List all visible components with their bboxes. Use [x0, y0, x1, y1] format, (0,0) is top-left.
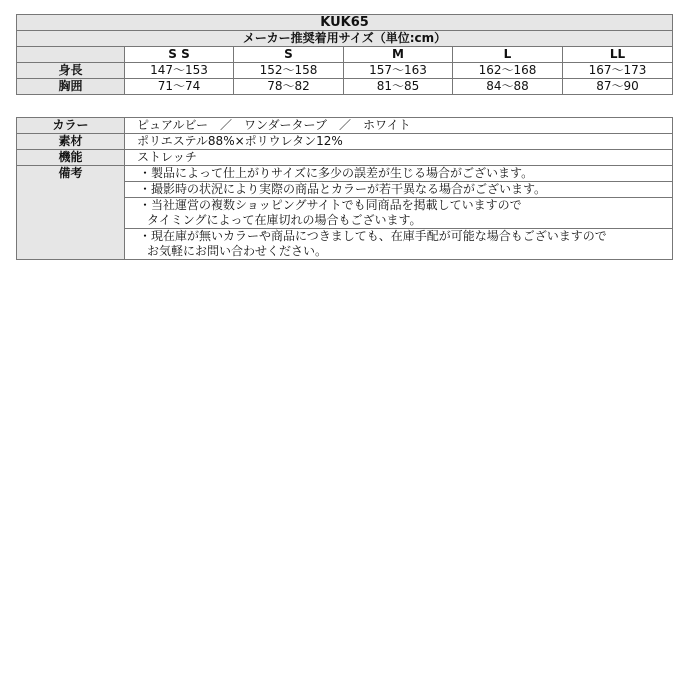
table-row [17, 79, 673, 95]
note-line: ・当社運営の複数ショッピングサイトでも同商品を掲載していますので [139, 198, 522, 212]
note-line: ・撮影時の状況により実際の商品とカラーが若干異なる場合がございます。 [139, 182, 547, 196]
height-label: 身長 [17, 63, 125, 79]
height-ll: 167〜173 [563, 63, 673, 79]
table-row [17, 150, 673, 166]
function-value: ストレッチ [125, 150, 673, 166]
chest-ll: 87〜90 [563, 79, 673, 95]
color-label: カラー [17, 118, 125, 134]
size-header-blank [17, 47, 125, 63]
size-header-m: M [344, 47, 453, 63]
function-label: 機能 [17, 150, 125, 166]
color-value: ピュアルビー ／ ワンダーターブ ／ ホワイト [125, 118, 673, 134]
notes-label: 備考 [17, 166, 125, 260]
note-line-continued: お気軽にお問い合わせください。 [147, 244, 328, 258]
chest-s: 78〜82 [234, 79, 344, 95]
note-line: ・製品によって仕上がりサイズに多少の誤差が生じる場合がございます。 [139, 166, 534, 180]
size-header-s: S [234, 47, 344, 63]
height-l: 162〜168 [453, 63, 563, 79]
table-row [17, 134, 673, 150]
size-table-subtitle: メーカー推奨着用サイズ（単位:cm） [17, 31, 673, 47]
chest-l: 84〜88 [453, 79, 563, 95]
size-header-ss: S S [125, 47, 234, 63]
size-header-l: L [453, 47, 563, 63]
table-row [17, 63, 673, 79]
height-ss: 147〜153 [125, 63, 234, 79]
note-item [125, 198, 673, 229]
note-item [125, 229, 673, 260]
height-m: 157〜163 [344, 63, 453, 79]
size-table [16, 14, 673, 95]
chest-label: 胸囲 [17, 79, 125, 95]
product-info-table [16, 117, 673, 260]
chest-m: 81〜85 [344, 79, 453, 95]
note-line: ・現在庫が無いカラーや商品につきましても、在庫手配が可能な場合もございますので [139, 229, 607, 243]
note-item [125, 166, 673, 182]
material-value: ポリエステル88%×ポリウレタン12% [125, 134, 673, 150]
note-line-continued: タイミングによって在庫切れの場合もございます。 [147, 213, 422, 227]
material-label: 素材 [17, 134, 125, 150]
chest-ss: 71〜74 [125, 79, 234, 95]
table-row [17, 166, 673, 182]
product-code: KUK65 [17, 15, 673, 31]
size-header-ll: LL [563, 47, 673, 63]
table-row [17, 118, 673, 134]
note-item [125, 182, 673, 198]
height-s: 152〜158 [234, 63, 344, 79]
